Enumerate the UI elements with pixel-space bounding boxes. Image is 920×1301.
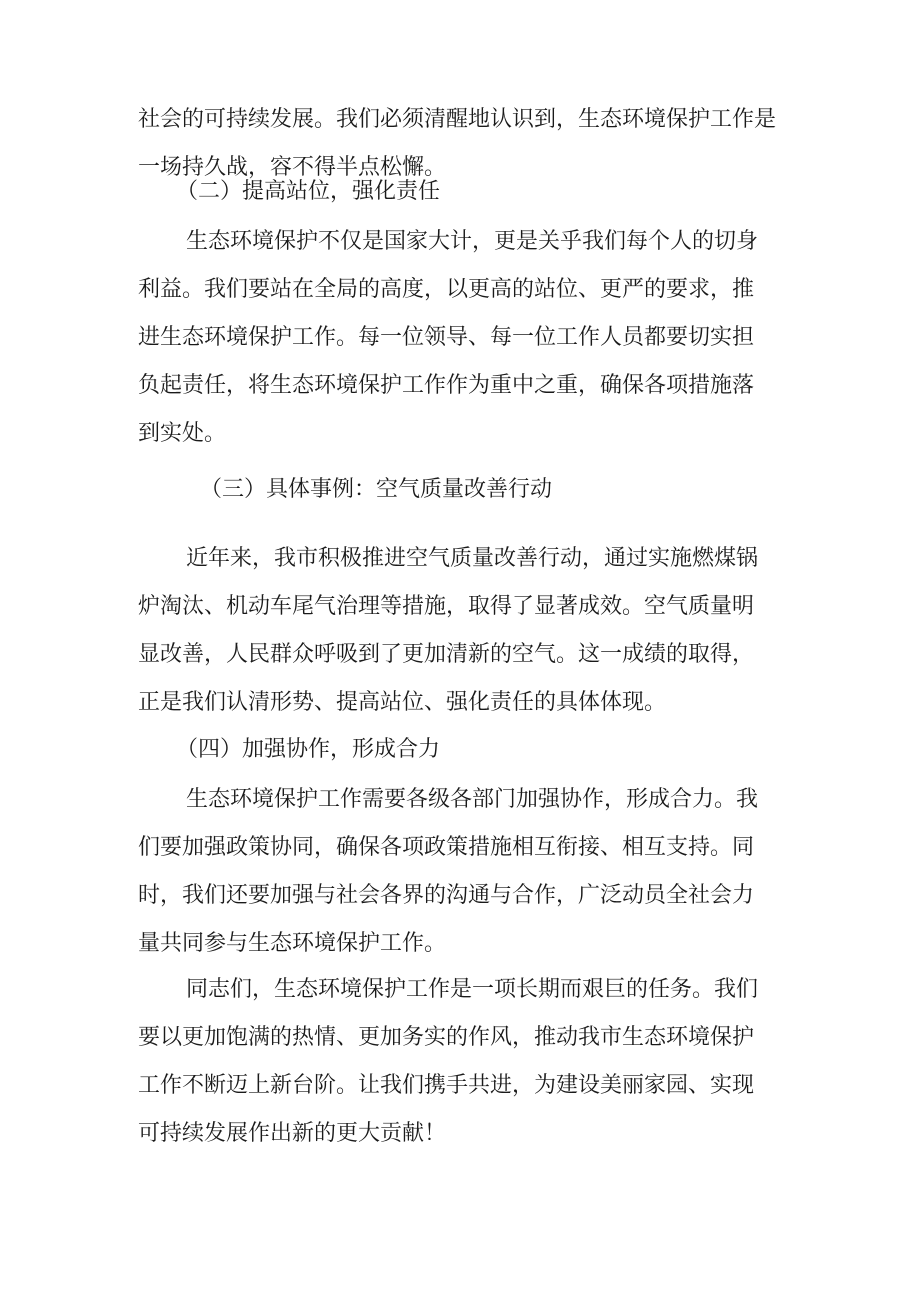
section-heading-4: （四）加强协作，形成合力 [176, 737, 441, 762]
text-line: 正是我们认清形势、提高站位、强化责任的具体体现。 [138, 690, 667, 715]
text-line: 负起责任，将生态环境保护工作作为重中之重，确保各项措施落 [138, 373, 755, 398]
paragraph-3 [138, 535, 798, 727]
paragraph-4 [138, 776, 798, 968]
text-line: 到实处。 [138, 421, 227, 446]
text-line: 们要加强政策协同，确保各项政策措施相互衔接、相互支持。同 [138, 835, 755, 860]
paragraph-2 [138, 218, 798, 458]
text-line: 进生态环境保护工作。每一位领导、每一位工作人员都要切实担 [138, 325, 755, 350]
text-line: 生态环境保护工作需要各级各部门加强协作，形成合力。我 [186, 787, 759, 812]
section-heading-2: （二）提高站位，强化责任 [176, 179, 441, 204]
text-line: 利益。我们要站在全局的高度，以更高的站位、更严的要求，推 [138, 277, 755, 302]
paragraph-closing [138, 966, 798, 1158]
text-line: 同志们，生态环境保护工作是一项长期而艰巨的任务。我们 [186, 977, 759, 1002]
text-line: 炉淘汰、机动车尾气治理等措施，取得了显著成效。空气质量明 [138, 594, 755, 619]
text-line: 生态环境保护不仅是国家大计，更是关乎我们每个人的切身 [186, 229, 759, 254]
text-line: 一场持久战，容不得半点松懈。 [138, 155, 447, 180]
text-line: 可持续发展作出新的更大贡献！ [138, 1121, 447, 1146]
text-line: 要以更加饱满的热情、更加务实的作风，推动我市生态环境保护 [138, 1025, 755, 1050]
text-line: 时，我们还要加强与社会各界的沟通与合作，广泛动员全社会力 [138, 883, 755, 908]
text-line: 近年来，我市积极推进空气质量改善行动，通过实施燃煤锅 [186, 546, 759, 571]
text-line: 显改善，人民群众呼吸到了更加清新的空气。这一成绩的取得， [138, 642, 755, 667]
text-line: 工作不断迈上新台阶。让我们携手共进，为建设美丽家园、实现 [138, 1073, 755, 1098]
section-heading-3: （三）具体事例：空气质量改善行动 [200, 477, 553, 502]
text-line: 量共同参与生态环境保护工作。 [138, 931, 447, 956]
text-line: 社会的可持续发展。我们必须清醒地认识到，生态环境保护工作是 [138, 107, 777, 132]
